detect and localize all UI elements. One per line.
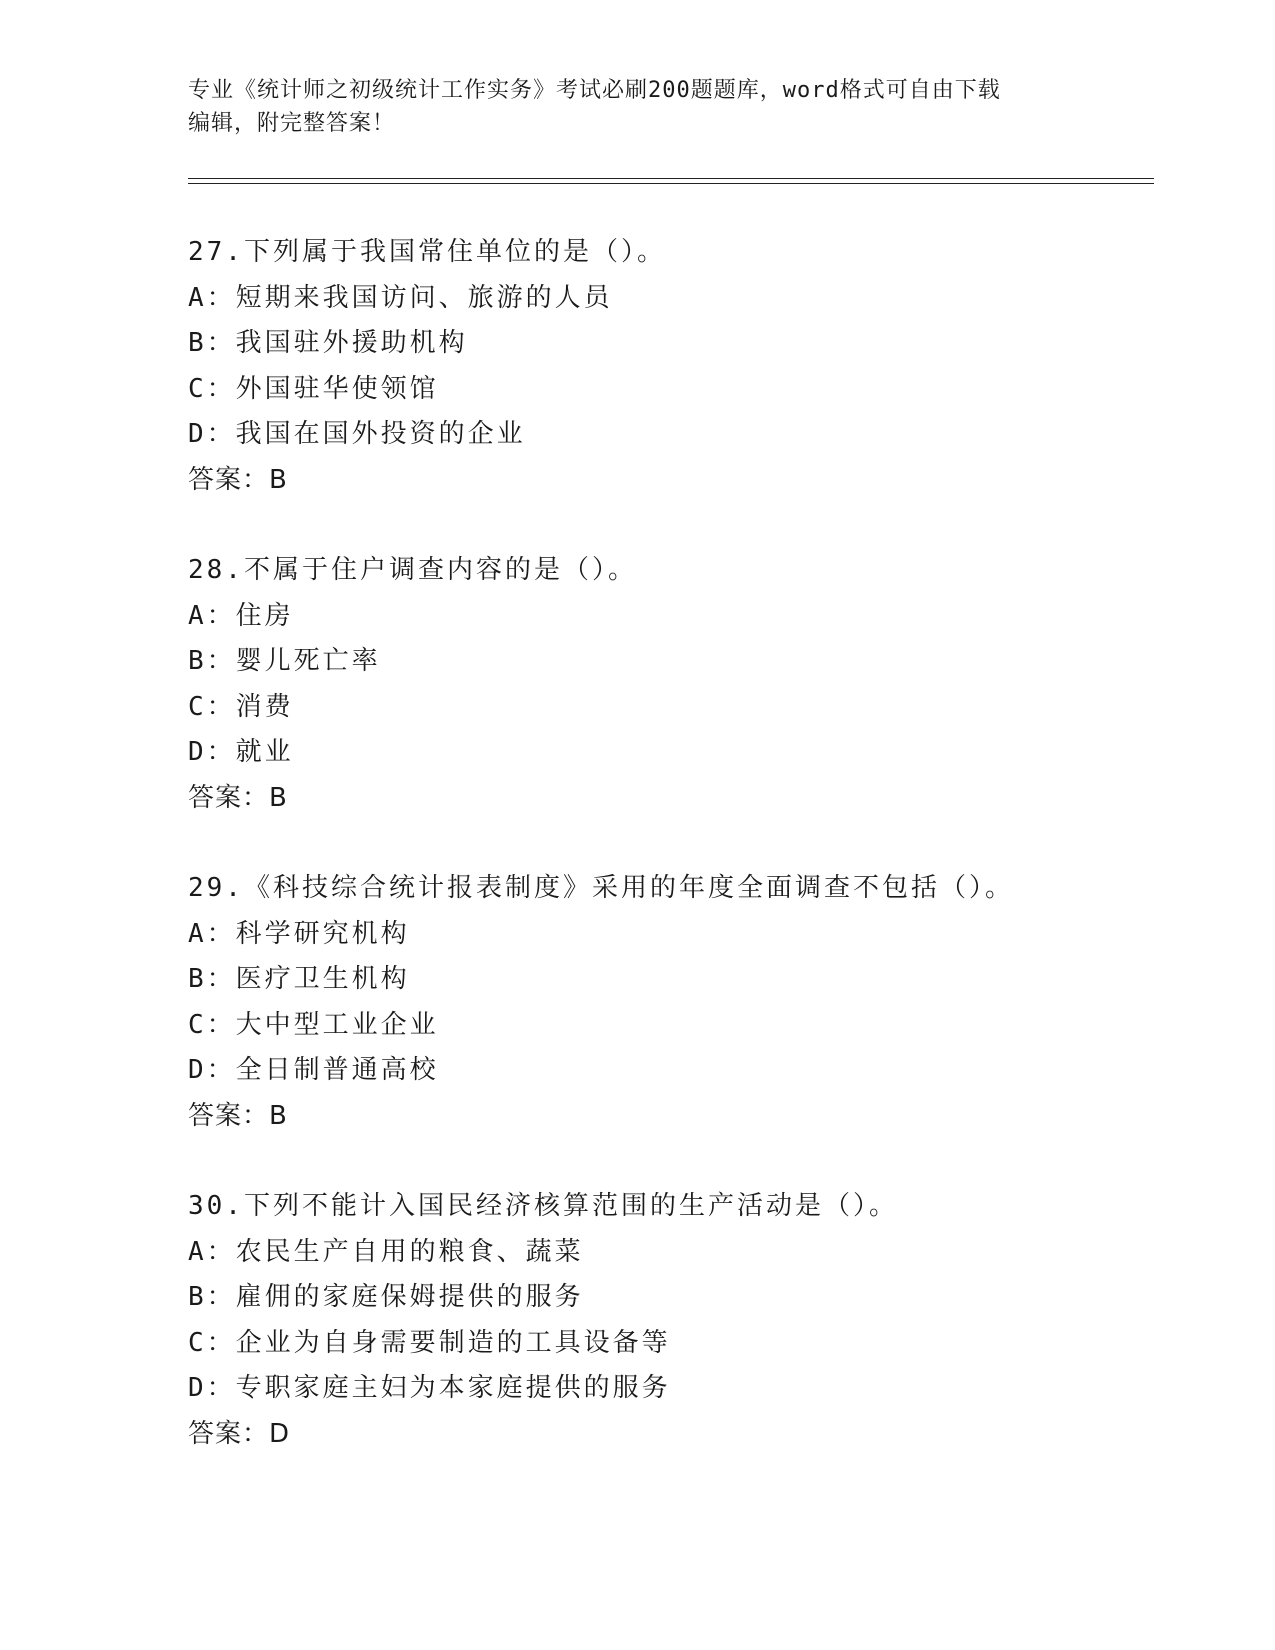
question-stem: 27.下列属于我国常住单位的是（）。 bbox=[188, 237, 666, 267]
question-block bbox=[188, 230, 1148, 503]
option-d: D：专职家庭主妇为本家庭提供的服务 bbox=[188, 1373, 671, 1403]
option-a: A：住房 bbox=[188, 600, 294, 631]
option-a: A：农民生产自用的粮食、蔬菜 bbox=[188, 1236, 584, 1267]
answer-label: 答案：D bbox=[188, 1418, 291, 1449]
question-block bbox=[188, 866, 1148, 1139]
document-header bbox=[188, 74, 1088, 140]
option-b: B：雇佣的家庭保姆提供的服务 bbox=[188, 1282, 584, 1312]
question-block bbox=[188, 548, 1148, 821]
option-d: D：我国在国外投资的企业 bbox=[188, 419, 526, 449]
question-block bbox=[188, 1184, 1148, 1457]
option-c: C：大中型工业企业 bbox=[188, 1009, 439, 1040]
answer-label: 答案：B bbox=[188, 464, 288, 495]
header-divider-top bbox=[188, 178, 1154, 179]
header-divider-bottom bbox=[188, 183, 1154, 184]
option-d: D：就业 bbox=[188, 737, 294, 767]
option-c: C：企业为自身需要制造的工具设备等 bbox=[188, 1327, 671, 1358]
question-stem: 30.下列不能计入国民经济核算范围的生产活动是（）。 bbox=[188, 1191, 898, 1221]
option-b: B：医疗卫生机构 bbox=[188, 964, 410, 994]
header-line-1: 专业《统计师之初级统计工作实务》考试必刷200题题库，word格式可自由下载 bbox=[188, 78, 1001, 103]
option-c: C：消费 bbox=[188, 691, 294, 722]
option-b: B：婴儿死亡率 bbox=[188, 646, 381, 676]
option-a: A：科学研究机构 bbox=[188, 918, 410, 949]
option-d: D：全日制普通高校 bbox=[188, 1055, 439, 1085]
option-b: B：我国驻外援助机构 bbox=[188, 328, 468, 358]
option-a: A：短期来我国访问、旅游的人员 bbox=[188, 282, 613, 313]
answer-label: 答案：B bbox=[188, 782, 288, 813]
question-stem: 28.不属于住户调查内容的是（）。 bbox=[188, 555, 637, 585]
option-c: C：外国驻华使领馆 bbox=[188, 373, 439, 404]
header-line-2: 编辑，附完整答案！ bbox=[188, 111, 396, 136]
question-stem: 29.《科技综合统计报表制度》采用的年度全面调查不包括（）。 bbox=[188, 873, 1014, 903]
answer-label: 答案：B bbox=[188, 1100, 288, 1131]
